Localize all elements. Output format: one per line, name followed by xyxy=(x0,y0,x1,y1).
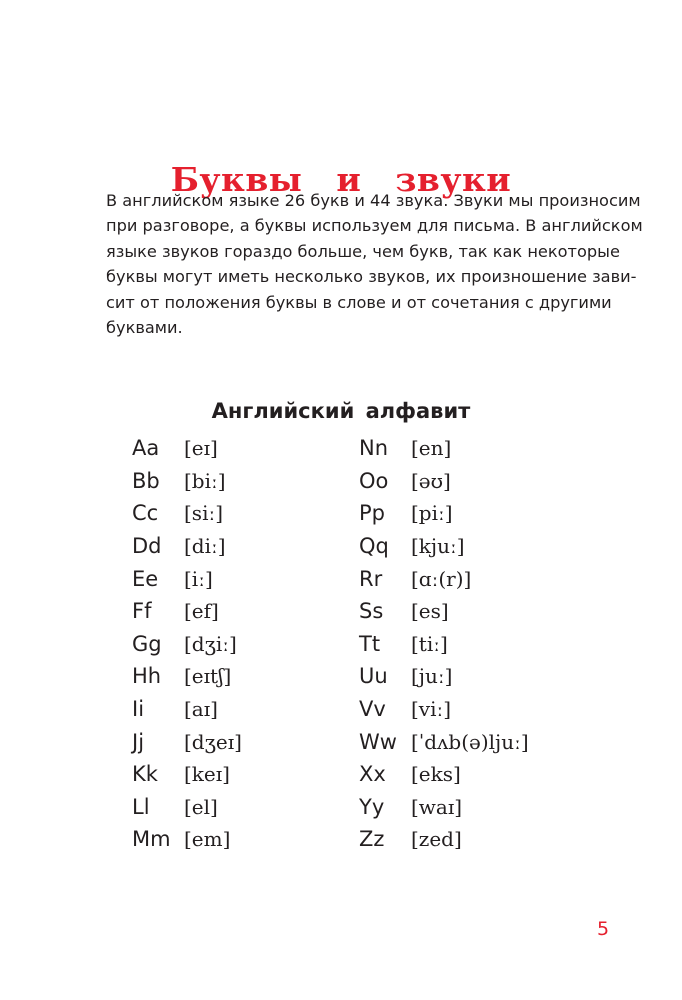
alphabet-row xyxy=(359,465,529,498)
letter: Ss xyxy=(359,599,384,624)
transcription: [em] xyxy=(184,827,231,852)
alphabet-column-right xyxy=(359,432,529,856)
transcription: [zed] xyxy=(411,827,462,852)
transcription: [eɪtʃ] xyxy=(184,664,232,689)
transcription: [en] xyxy=(411,436,452,461)
letter: Qq xyxy=(359,534,389,559)
intro-line: буквами. xyxy=(106,318,183,338)
letter: Bb xyxy=(132,468,160,493)
transcription: [ɑː(r)] xyxy=(411,566,472,591)
alphabet-row xyxy=(132,628,242,661)
letter: Dd xyxy=(132,534,162,559)
alphabet-row xyxy=(132,693,242,726)
alphabet-row xyxy=(359,628,529,661)
alphabet-row xyxy=(132,791,242,824)
alphabet-row xyxy=(132,823,242,856)
page-number: 5 xyxy=(597,918,610,940)
letter: Tt xyxy=(359,631,381,656)
transcription: [biː] xyxy=(184,468,226,493)
alphabet-row xyxy=(132,595,242,628)
letter: Aa xyxy=(132,436,160,461)
alphabet-row xyxy=(132,660,242,693)
alphabet-row xyxy=(359,562,529,595)
letter: Xx xyxy=(359,762,386,787)
letter: Ff xyxy=(132,599,152,624)
letter: Uu xyxy=(359,664,388,689)
alphabet-row xyxy=(359,595,529,628)
transcription: [el] xyxy=(184,794,218,819)
letter: Cc xyxy=(132,501,159,526)
alphabet-row xyxy=(359,530,529,563)
transcription: [juː] xyxy=(411,664,453,689)
letter: Kk xyxy=(132,762,158,787)
section-subtitle: Английский алфавит xyxy=(211,399,471,424)
transcription: [eɪ] xyxy=(184,436,218,461)
transcription: [aɪ] xyxy=(184,697,218,722)
letter: Pp xyxy=(359,501,385,526)
transcription: [əʊ] xyxy=(411,468,451,493)
intro-line: В английском языке 26 букв и 44 звука. Звуки мы произносим xyxy=(106,191,641,210)
transcription: [diː] xyxy=(184,534,226,559)
alphabet-row xyxy=(359,660,529,693)
transcription: [es] xyxy=(411,599,449,624)
transcription: [keɪ] xyxy=(184,762,230,787)
alphabet-row xyxy=(132,432,242,465)
transcription: [dʒiː] xyxy=(184,631,237,656)
letter: Vv xyxy=(359,697,386,722)
alphabet-row xyxy=(359,497,529,530)
alphabet-row xyxy=(132,758,242,791)
alphabet-row xyxy=(359,432,529,465)
letter: Hh xyxy=(132,664,162,689)
page-title: Буквы и звуки xyxy=(170,160,512,200)
intro-line: буквы могут иметь несколько звуков, их произношение зави- xyxy=(106,267,637,287)
intro-line: при разговоре, а буквы используем для письма. В английском xyxy=(106,216,643,236)
transcription: [iː] xyxy=(184,566,213,591)
transcription: [eks] xyxy=(411,762,461,787)
letter: Oo xyxy=(359,468,389,493)
letter: Ll xyxy=(132,794,150,819)
alphabet-row xyxy=(359,823,529,856)
letter: Jj xyxy=(132,729,145,754)
transcription: [ef] xyxy=(184,599,219,624)
alphabet-row xyxy=(132,530,242,563)
letter: Nn xyxy=(359,436,389,461)
letter: Rr xyxy=(359,566,383,591)
transcription: [dʒeɪ] xyxy=(184,729,242,754)
letter: Ee xyxy=(132,566,159,591)
transcription: [tiː] xyxy=(411,631,448,656)
alphabet-row xyxy=(359,791,529,824)
letter: Mm xyxy=(132,827,171,852)
intro-line: сит от положения буквы в слове и от сочетания с другими xyxy=(106,292,612,312)
transcription: [waɪ] xyxy=(411,794,463,819)
letter: Zz xyxy=(359,827,385,852)
intro-paragraph xyxy=(106,188,643,340)
letter: Ww xyxy=(359,729,397,754)
alphabet-row xyxy=(132,725,242,758)
alphabet-column-left xyxy=(132,432,242,856)
letter: Yy xyxy=(359,794,385,819)
transcription: [siː] xyxy=(184,501,224,526)
alphabet-row xyxy=(132,497,242,530)
transcription: [kjuː] xyxy=(411,534,465,559)
alphabet-row xyxy=(359,758,529,791)
transcription: [ˈdʌb(ə)ljuː] xyxy=(411,729,529,754)
letter: Gg xyxy=(132,631,162,656)
transcription: [piː] xyxy=(411,501,453,526)
alphabet-row xyxy=(359,725,529,758)
alphabet-row xyxy=(132,562,242,595)
alphabet-row xyxy=(359,693,529,726)
letter: Ii xyxy=(132,697,145,722)
intro-line: языке звуков гораздо больше, чем букв, так как некоторые xyxy=(106,241,620,261)
alphabet-row xyxy=(132,465,242,498)
transcription: [viː] xyxy=(411,697,452,722)
